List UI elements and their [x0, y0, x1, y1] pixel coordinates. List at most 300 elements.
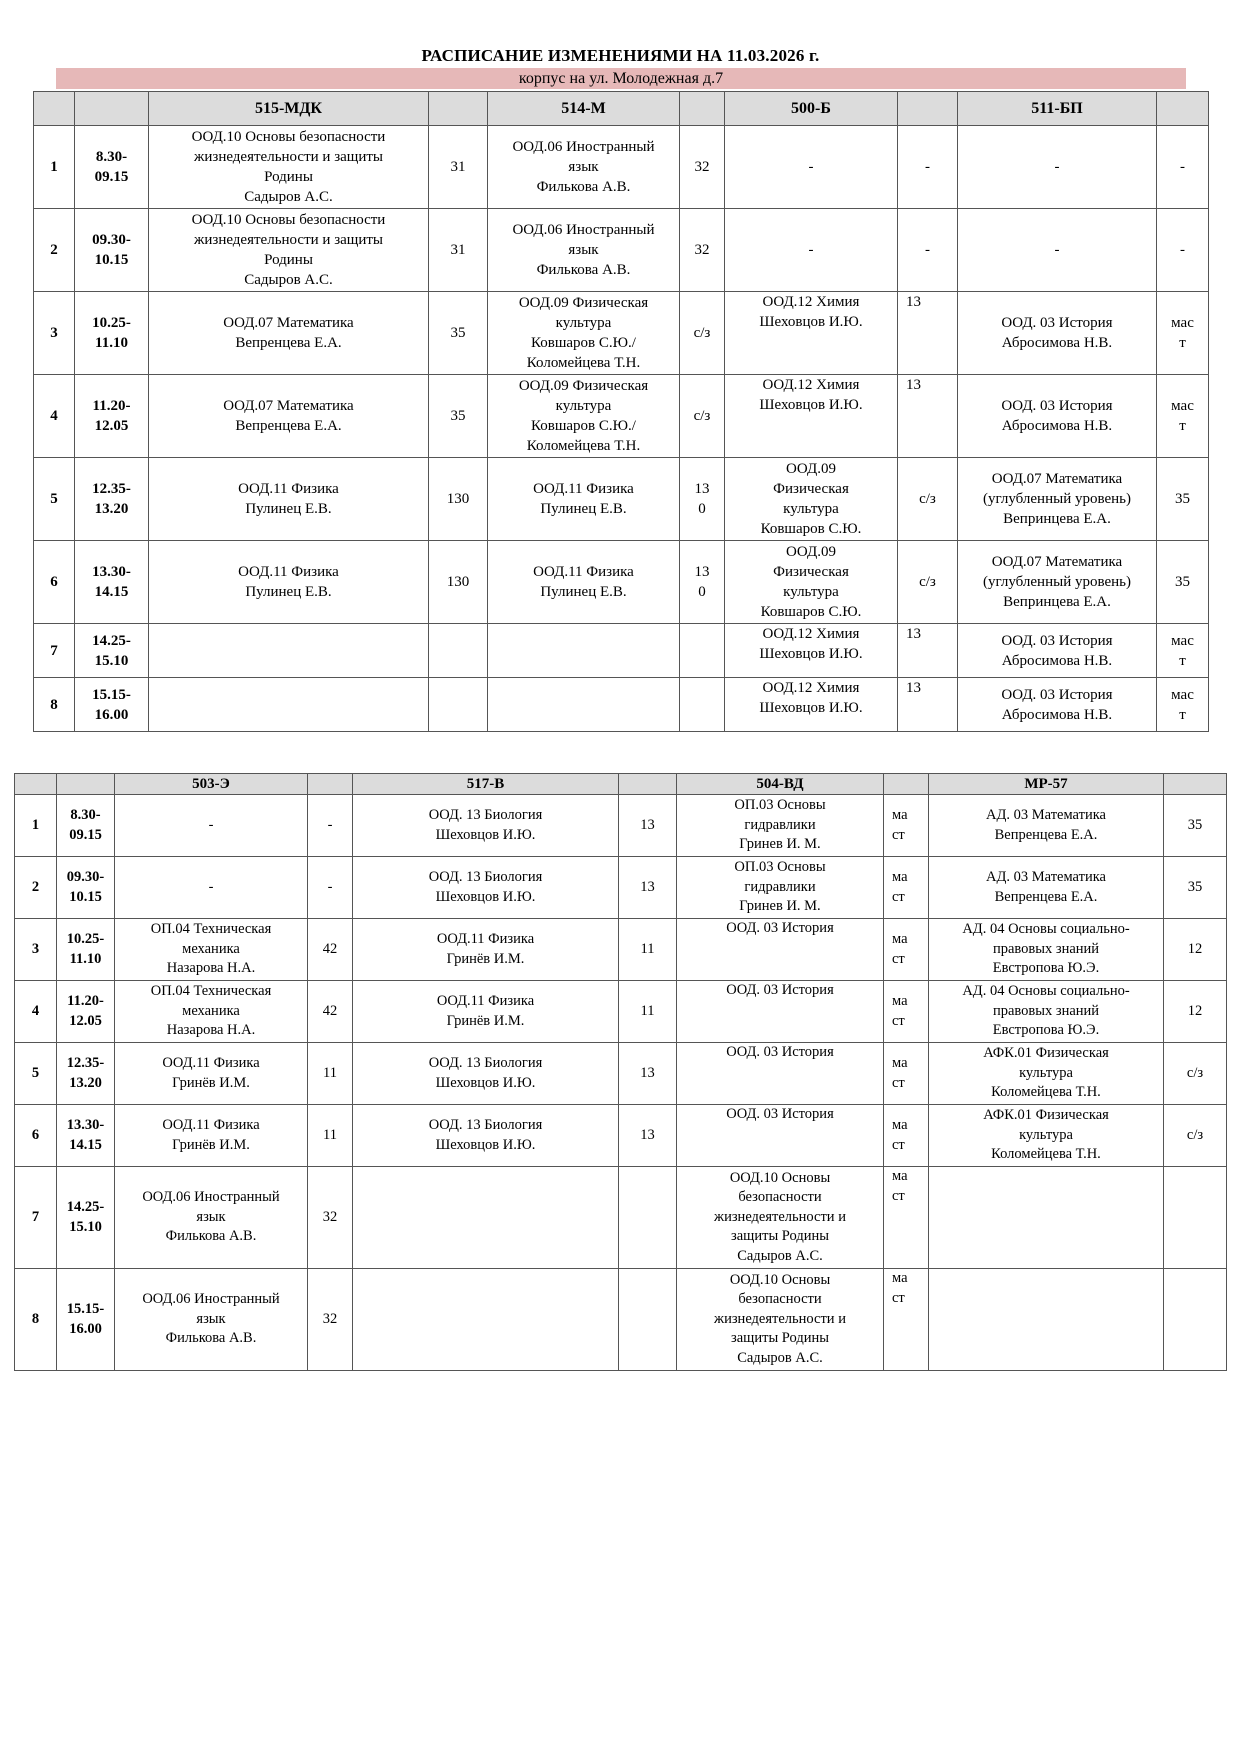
lesson-number: 1 [15, 795, 57, 857]
subject-cell [929, 1167, 1164, 1269]
cell-line: механика [182, 940, 240, 957]
lesson-time [57, 981, 115, 1043]
cell-line: жизнедеятельности и [714, 1310, 846, 1327]
cell-line: мас [1171, 686, 1194, 703]
cell-line: ООД.09 Физическая [518, 295, 649, 311]
cell-line: ООД.11 Физика [533, 481, 634, 497]
room-cell: 35 [429, 375, 488, 458]
subject-cell [149, 541, 429, 624]
cell-line: ООД. 03 История [1001, 686, 1113, 703]
subject-cell [677, 1269, 884, 1371]
cell-line: безопасности [738, 1189, 822, 1206]
lesson-time [75, 209, 149, 292]
cell-line: Гринев И. М. [739, 898, 821, 915]
cell-line: Шеховцов И.Ю. [759, 397, 863, 413]
lesson-time [57, 795, 115, 857]
subject-cell [677, 1105, 884, 1167]
room-cell [884, 1043, 929, 1105]
subject-cell [929, 857, 1164, 919]
cell-line: т [1179, 652, 1186, 669]
cell-line: - [208, 878, 214, 895]
cell-line: язык [196, 1208, 226, 1225]
cell-line: ООД. 13 Биология [428, 1117, 543, 1133]
room-cell: - [898, 209, 958, 292]
room-header [1157, 92, 1209, 126]
cell-line: ООД. 03 История [726, 1106, 834, 1122]
cell-line: 12.05 [94, 418, 129, 434]
lesson-number: 8 [15, 1269, 57, 1371]
cell-line: Физическая [773, 564, 849, 580]
lesson-time [75, 541, 149, 624]
cell-line: ООД. 03 История [726, 920, 834, 936]
cell-line: ООД.07 Математика [223, 398, 354, 414]
room-cell [680, 541, 725, 624]
cell-line: Ковшаров С.Ю. [760, 604, 862, 620]
room-cell [1157, 624, 1209, 678]
lesson-number: 4 [15, 981, 57, 1043]
cell-line: ООД.11 Физика [533, 564, 634, 580]
subject-cell [929, 919, 1164, 981]
cell-line: 14.25- [92, 632, 131, 649]
table-header-row [15, 774, 1227, 795]
subject-cell [488, 209, 680, 292]
room-cell [1157, 375, 1209, 458]
cell-line: жизнедеятельности и защиты [194, 149, 383, 165]
cell-line: Ковшаров С.Ю. [760, 521, 862, 537]
cell-line: Филькова А.В. [536, 262, 631, 278]
room-cell [619, 1269, 677, 1371]
room-header [884, 774, 929, 795]
cell-line: 10.25- [92, 315, 131, 331]
cell-line: Абросимова Н.В. [1001, 418, 1113, 434]
cell-line: Гринёв И.М. [446, 1012, 525, 1029]
room-cell: 32 [308, 1269, 353, 1371]
subject-cell [958, 541, 1157, 624]
group-header: 500-Б [725, 92, 898, 126]
cell-line: Садыров А.С. [737, 1349, 823, 1366]
cell-line: 12.35- [66, 1055, 105, 1071]
room-cell: 13 [619, 1043, 677, 1105]
cell-line: Вепренцева Е.А. [235, 418, 342, 434]
cell-line: Шеховцов И.Ю. [759, 314, 863, 330]
room-cell [1157, 292, 1209, 375]
cell-line: 16.00 [94, 706, 129, 723]
cell-line: гидравлики [744, 816, 816, 833]
subject-cell [115, 795, 308, 857]
table-row [34, 624, 1209, 678]
cell-line: 14.25- [66, 1199, 105, 1215]
cell-line: Шеховцов И.Ю. [759, 700, 863, 716]
cell-line: ООД.11 Физика [162, 1055, 260, 1071]
building-address: корпус на ул. Молодежная д.7 [56, 68, 1186, 89]
subject-cell [353, 857, 619, 919]
cell-line: ООД.06 Иностранный [142, 1189, 280, 1206]
cell-line: ООД.11 Физика [238, 481, 339, 497]
cell-line: Абросимова Н.В. [1001, 652, 1113, 669]
cell-line: ст [892, 950, 905, 967]
cell-line: - [808, 159, 814, 175]
room-header [1164, 774, 1227, 795]
lesson-number: 5 [34, 458, 75, 541]
room-cell: 12 [1164, 919, 1227, 981]
room-cell: 31 [429, 126, 488, 209]
room-cell: с/з [898, 541, 958, 624]
cell-line: 11.10 [69, 950, 102, 967]
cell-line: ООД.10 Основы [729, 1271, 831, 1288]
room-cell: 130 [429, 458, 488, 541]
cell-line: 10.25- [66, 931, 105, 947]
subject-cell [958, 375, 1157, 458]
room-cell [884, 919, 929, 981]
cell-line: АФК.01 Физическая [983, 1045, 1109, 1062]
cell-line: правовых знаний [992, 1002, 1100, 1019]
table-row [34, 209, 1209, 292]
lesson-time [57, 1105, 115, 1167]
cell-line: Садыров А.С. [737, 1247, 823, 1264]
cell-line: Шеховцов И.Ю. [435, 1074, 536, 1091]
cell-line: Садыров А.С. [244, 272, 333, 288]
cell-line: АД. 03 Математика [986, 807, 1106, 823]
subject-cell [488, 292, 680, 375]
subject-cell [149, 678, 429, 732]
room-cell: 11 [619, 981, 677, 1043]
cell-line: культура [555, 315, 612, 331]
room-cell: с/з [680, 375, 725, 458]
cell-line: культура [1019, 1064, 1073, 1081]
cell-line: Филькова А.В. [165, 1330, 257, 1347]
room-cell [884, 981, 929, 1043]
cell-line: 16.00 [69, 1320, 102, 1337]
cell-line: Абросимова Н.В. [1001, 706, 1113, 723]
cell-line: ООД.10 Основы безопасности [191, 212, 386, 228]
room-cell: с/з [1164, 1043, 1227, 1105]
subject-cell [677, 795, 884, 857]
cell-line: 0 [698, 501, 706, 517]
cell-line: ОП.03 Основы [734, 797, 826, 814]
cell-line: ООД.12 Химия [762, 626, 860, 642]
cell-line: 15.15- [66, 1301, 105, 1317]
subject-cell [488, 375, 680, 458]
room-cell: 11 [619, 919, 677, 981]
cell-line: Садыров А.С. [244, 189, 333, 205]
cell-line: АД. 04 Основы социально- [962, 921, 1130, 938]
header-empty-cell [75, 92, 149, 126]
room-cell: - [308, 857, 353, 919]
cell-line: 10.15 [94, 252, 129, 268]
cell-line: Евстропова Ю.Э. [992, 1022, 1100, 1039]
table-row [15, 1167, 1227, 1269]
subject-cell [725, 375, 898, 458]
cell-line: ООД. 03 История [1001, 632, 1113, 649]
cell-line: Гринёв И.М. [446, 950, 525, 967]
cell-line: 14.15 [69, 1136, 102, 1153]
room-cell [1157, 678, 1209, 732]
cell-line: жизнедеятельности и защиты [194, 232, 383, 248]
subject-cell [488, 678, 680, 732]
cell-line: язык [568, 242, 599, 258]
cell-line: Вепринцева Е.А. [1003, 511, 1111, 527]
cell-line: Шеховцов И.Ю. [435, 888, 536, 905]
cell-line: 11.10 [95, 335, 128, 351]
cell-line: ОП.03 Основы [734, 859, 826, 876]
room-cell: 13 [619, 795, 677, 857]
cell-line: 15.10 [69, 1218, 102, 1235]
lesson-number: 2 [34, 209, 75, 292]
cell-line: Пулинец Е.В. [540, 501, 627, 517]
cell-line: 13 [694, 564, 710, 580]
room-cell [884, 1167, 929, 1269]
cell-line: ма [892, 869, 908, 885]
subject-cell [958, 678, 1157, 732]
room-cell [1164, 1269, 1227, 1371]
cell-line: жизнедеятельности и [714, 1208, 846, 1225]
subject-cell [725, 678, 898, 732]
cell-line: Вепренцева Е.А. [994, 888, 1098, 905]
room-cell: 13 [898, 678, 958, 732]
cell-line: Физическая [773, 481, 849, 497]
room-cell: 32 [308, 1167, 353, 1269]
table-row [15, 1043, 1227, 1105]
cell-line: ст [892, 826, 905, 843]
cell-line: 13.20 [69, 1074, 102, 1091]
cell-line: Ковшаров С.Ю./ [531, 418, 636, 434]
room-cell: 35 [1164, 795, 1227, 857]
cell-line: ма [892, 1117, 908, 1133]
lesson-time [75, 126, 149, 209]
room-cell [680, 678, 725, 732]
cell-line: ма [892, 1055, 908, 1071]
lesson-number: 7 [34, 624, 75, 678]
subject-cell [115, 1043, 308, 1105]
cell-line: ма [892, 1168, 908, 1184]
cell-line: 13 [694, 481, 710, 497]
cell-line: защиты Родины [731, 1330, 829, 1347]
subject-cell [353, 1105, 619, 1167]
cell-line: ООД.10 Основы [729, 1169, 831, 1186]
cell-line: ООД.10 Основы безопасности [191, 129, 386, 145]
cell-line: 12.05 [69, 1012, 102, 1029]
subject-cell [725, 292, 898, 375]
cell-line: 13.20 [94, 501, 129, 517]
room-cell: с/з [680, 292, 725, 375]
subject-cell [929, 1105, 1164, 1167]
room-cell: - [1157, 126, 1209, 209]
room-cell: 13 [898, 375, 958, 458]
cell-line: ООД. 13 Биология [428, 869, 543, 885]
subject-cell [677, 981, 884, 1043]
room-cell: 32 [680, 209, 725, 292]
lesson-number: 2 [15, 857, 57, 919]
cell-line: мас [1171, 315, 1194, 331]
schedule-table-1 [33, 91, 1209, 732]
subject-cell [929, 981, 1164, 1043]
room-cell: 13 [619, 1105, 677, 1167]
subject-cell [353, 795, 619, 857]
room-cell: 11 [308, 1105, 353, 1167]
cell-line: ст [892, 888, 905, 905]
room-cell: 42 [308, 981, 353, 1043]
lesson-number: 3 [15, 919, 57, 981]
cell-line: культура [555, 398, 612, 414]
cell-line: ООД.07 Математика [223, 315, 354, 331]
cell-line: культура [783, 584, 839, 600]
cell-line: 09.30- [92, 232, 131, 248]
subject-cell [115, 1269, 308, 1371]
cell-line: Пулинец Е.В. [540, 584, 627, 600]
table-row [34, 541, 1209, 624]
cell-line: Шеховцов И.Ю. [435, 826, 536, 843]
cell-line: Шеховцов И.Ю. [435, 1136, 536, 1153]
cell-line: ООД.09 Физическая [518, 378, 649, 394]
subject-cell [353, 1269, 619, 1371]
cell-line: (углубленный уровень) [982, 574, 1131, 590]
subject-cell [149, 375, 429, 458]
room-header [898, 92, 958, 126]
lesson-time [75, 624, 149, 678]
room-cell: с/з [1164, 1105, 1227, 1167]
cell-line: Родины [264, 169, 313, 185]
room-header [429, 92, 488, 126]
room-cell: с/з [898, 458, 958, 541]
cell-line: ООД.06 Иностранный [512, 222, 655, 238]
room-cell: 32 [680, 126, 725, 209]
table-header-row [34, 92, 1209, 126]
cell-line: ООД. 13 Биология [428, 807, 543, 823]
cell-line: 13.30- [92, 564, 131, 580]
table-row [34, 126, 1209, 209]
subject-cell [677, 857, 884, 919]
cell-line: Гринёв И.М. [172, 1074, 250, 1091]
subject-cell [488, 126, 680, 209]
cell-line: 09.15 [94, 169, 129, 185]
cell-line: ма [892, 993, 908, 1009]
group-header: 503-Э [115, 774, 308, 795]
room-cell: - [898, 126, 958, 209]
cell-line: ООД.07 Математика [991, 471, 1123, 487]
cell-line: Вепринцева Е.А. [1003, 594, 1111, 610]
room-cell [1164, 1167, 1227, 1269]
cell-line: - [808, 242, 814, 258]
table-row [15, 1105, 1227, 1167]
lesson-number: 7 [15, 1167, 57, 1269]
cell-line: культура [1019, 1126, 1073, 1143]
header-empty-cell [15, 774, 57, 795]
cell-line: ОП.04 Техническая [150, 921, 272, 938]
subject-cell [677, 1043, 884, 1105]
lesson-number: 4 [34, 375, 75, 458]
schedule-table-2 [14, 773, 1227, 1371]
room-cell [680, 458, 725, 541]
subject-cell [958, 126, 1157, 209]
cell-line: Коломейцева Т.Н. [526, 355, 641, 371]
subject-cell [958, 458, 1157, 541]
cell-line: Гринев И. М. [739, 836, 821, 853]
room-cell: 13 [619, 857, 677, 919]
room-header [308, 774, 353, 795]
table-row [34, 292, 1209, 375]
cell-line: ООД.09 [786, 544, 836, 560]
room-cell [429, 678, 488, 732]
cell-line: правовых знаний [992, 940, 1100, 957]
room-cell [680, 624, 725, 678]
cell-line: (углубленный уровень) [982, 491, 1131, 507]
cell-line: ООД.07 Математика [991, 554, 1123, 570]
lesson-number: 1 [34, 126, 75, 209]
cell-line: мас [1171, 632, 1194, 649]
lesson-number: 5 [15, 1043, 57, 1105]
cell-line: 0 [698, 584, 706, 600]
group-header: 517-В [353, 774, 619, 795]
cell-line: - [1054, 159, 1060, 175]
cell-line: мас [1171, 398, 1194, 414]
cell-line: 15.15- [92, 686, 131, 703]
cell-line: ООД.06 Иностранный [142, 1291, 280, 1308]
room-cell: 12 [1164, 981, 1227, 1043]
cell-line: АД. 04 Основы социально- [962, 983, 1130, 1000]
cell-line: Ковшаров С.Ю./ [531, 335, 636, 351]
cell-line: язык [196, 1310, 226, 1327]
cell-line: ООД.06 Иностранный [512, 139, 655, 155]
subject-cell [725, 458, 898, 541]
subject-cell [677, 1167, 884, 1269]
subject-cell [115, 857, 308, 919]
cell-line: 8.30- [70, 807, 101, 823]
subject-cell [353, 1043, 619, 1105]
room-cell [884, 857, 929, 919]
cell-line: ООД.11 Физика [238, 564, 339, 580]
cell-line: Родины [264, 252, 313, 268]
cell-line: ООД.11 Физика [436, 931, 535, 947]
cell-line: ст [892, 1187, 905, 1204]
cell-line: ООД. 13 Биология [428, 1055, 543, 1071]
cell-line: ст [892, 1074, 905, 1091]
cell-line: 11.20- [67, 993, 104, 1009]
cell-line: защиты Родины [731, 1228, 829, 1245]
cell-line: Коломейцева Т.Н. [991, 1146, 1101, 1163]
table-row [34, 678, 1209, 732]
room-cell [884, 795, 929, 857]
lesson-time [75, 292, 149, 375]
cell-line: ООД.09 [786, 461, 836, 477]
subject-cell [149, 624, 429, 678]
cell-line: 10.15 [69, 888, 102, 905]
subject-cell [958, 209, 1157, 292]
subject-cell [725, 541, 898, 624]
room-cell: 13 [898, 292, 958, 375]
room-cell: - [308, 795, 353, 857]
cell-line: АД. 03 Математика [986, 869, 1106, 885]
subject-cell [149, 458, 429, 541]
subject-cell [677, 919, 884, 981]
cell-line: ООД. 03 История [726, 982, 834, 998]
room-cell [884, 1269, 929, 1371]
lesson-time [75, 375, 149, 458]
group-header: 514-М [488, 92, 680, 126]
cell-line: Коломейцева Т.Н. [991, 1084, 1101, 1101]
lesson-time [57, 1167, 115, 1269]
room-cell [884, 1105, 929, 1167]
cell-line: ОП.04 Техническая [150, 983, 272, 1000]
cell-line: ООД.12 Химия [762, 377, 860, 393]
cell-line: Пулинец Е.В. [245, 584, 332, 600]
subject-cell [115, 919, 308, 981]
room-cell: 42 [308, 919, 353, 981]
cell-line: Назарова Н.А. [166, 1022, 256, 1039]
room-cell: 35 [429, 292, 488, 375]
cell-line: т [1179, 706, 1186, 723]
cell-line: ст [892, 1012, 905, 1029]
cell-line: Назарова Н.А. [166, 960, 256, 977]
